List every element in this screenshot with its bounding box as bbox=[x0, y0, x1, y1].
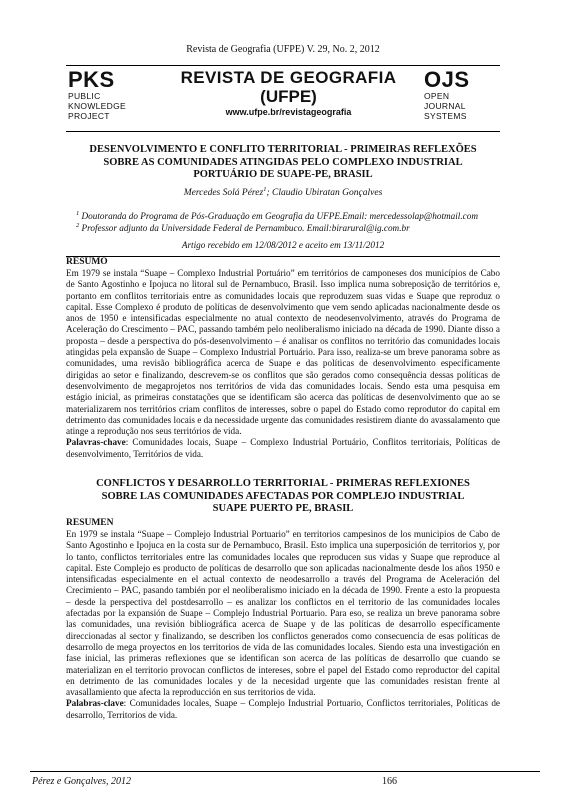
resumo-body bbox=[66, 268, 500, 460]
resumen-keywords: : Comunidades locales, Suape – Complejo Industrial Portuario, Conflictos territoriales, Políticas de desarrollo, Territorios de vida. bbox=[66, 698, 500, 720]
resumen-text: En 1979 se instala “Suape – Complejo Industrial Portuario” en territorios campesinos de los municipios de Cabo de Santo Agostinho e Ipojuca en la costa sur de Pernambuco, Brasil. Esto implica una superposición de territorios y, por lo tanto, conflictos territoriales entre las comunidades locales que reproducen sus vidas y Suape que reproduce al capital. Este Complejo es producto de políticas de desarrollo que son aplicadas nacionalmente desde los años 1950 e intensificadas especialmente en el actual contexto de neodesarrollo a través del Programa de Aceleración del Crecimiento – PAC, pasando también por el neoliberalismo iniciado en la década de 1990. Frente a esto la propuesta – desde la perspectiva del postdesarrollo – es analizar los conflictos en el territorio de las comunidades locales afectadas por la expansión de Suape – Complejo Industrial Portuario. Para eso, se realiza un breve panorama sobre las comunidades, una revisión bibliográfica acerca de Suape y de las políticas de desarrollo específicamente direccionadas al sector y finalizando, se describen los conflictos generados como consecuencia de esas políticas de desarrollo de mega proyectos en los territorios de vida de las comunidades locales. Siendo esta una investigación en fase inicial, las primeras reflexiones que se identifican son acerca de las políticas de desarrollo que cuando se materializan en el territorio provocan conflictos de intereses, sobre el papel del Estado como reproductor del capital en detrimento de las comunidades locales y de la necesidad urgente que las comunidades resistan frente al avasallamiento que afecta la reproducción en sus territorios de vida. bbox=[66, 529, 500, 698]
author-1-sup: 1 bbox=[263, 186, 267, 193]
resumen-keywords-label: Palabras-clave bbox=[66, 698, 124, 709]
title-pt-line-3: PORTUÁRIO DE SUAPE-PE, BRASIL bbox=[193, 169, 373, 180]
ojs-line-3: SYSTEMS bbox=[424, 111, 467, 121]
title-es-line-2: SOBRE LAS COMUNIDADES AFECTADAS POR COMPLEJO INDUSTRIAL bbox=[101, 490, 465, 502]
resumo-text: Em 1979 se instala “Suape – Complexo Industrial Portuário” em territórios de camponeses dos municípios de Cabo de Santo Agostinho e Ipojuca no litoral sul de Pernambuco, Brasil. Isso implica numa sobreposição de territórios e, portanto em conflitos territoriais entre as comunidades locais que reproduzem suas vidas e Suape que reproduz o capital. Esse Complexo é produto de políticas de desenvolvimento que vem sendo aplicadas nacionalmente desde os anos de 1950 e intensificadas especialmente no atual contexto de neodesenvolvimento, através do Programa de Aceleração do Crescimento – PAC, passando também pelo neoliberalismo iniciado na década de 1990. Diante disso a proposta – desde a perspectiva do pós-desenvolvimento – é analisar os conflitos no território das comunidades locais atingidas pela expansão de Suape – Complexo Industrial Portuário. Para isso, realiza-se um breve panorama sobre as comunidades, uma revisão bibliográfica acerca de Suape e das políticas de desenvolvimento especificamente dirigidas ao setor e finalizando, descrevem-se os conflitos que são gerados como consequência dessas políticas de desenvolvimento de megaprojetos nos territórios de vida das comunidades locais. Sendo esta uma pesquisa em estágio inicial, as primeiras constatações que se identificam são acerca das políticas de desenvolvimento que ao se materializarem nos territórios criam conflitos de interesses, sobre o papel do Estado como reprodutor do capital em detrimento das comunidades locais e da necessidade urgente das comunidades resistirem diante do avassalamento que atinge a reprodução nos seus territórios de vida. bbox=[66, 268, 500, 437]
masthead-top-rule bbox=[66, 65, 500, 66]
affiliation-2-sup: 2 bbox=[76, 222, 80, 229]
affiliation-1-text: Doutoranda do Programa de Pós-Graduação em Geografia da UFPE.Email: mercedessolap@hotmail.com bbox=[79, 211, 478, 222]
journal-url-link[interactable]: www.ufpe.br/revistageografia bbox=[225, 107, 352, 117]
ojs-logo-block bbox=[424, 69, 470, 121]
journal-title: REVISTA DE GEOGRAFIA bbox=[180, 68, 397, 87]
article-title-es bbox=[66, 478, 500, 516]
footer-rule bbox=[30, 771, 540, 772]
resumen-body bbox=[66, 529, 500, 721]
article-title-pt bbox=[66, 144, 500, 182]
pkp-logo: PKS bbox=[68, 67, 115, 92]
author-2: Claudio Ubiratan Gonçalves bbox=[271, 188, 383, 199]
title-es-line-1: CONFLICTOS Y DESARROLLO TERRITORIAL - PRIMERAS REFLEXIONES bbox=[96, 478, 470, 489]
author-1: Mercedes Solá Pérez bbox=[183, 188, 264, 199]
pkp-line-1: PUBLIC bbox=[68, 91, 101, 101]
journal-masthead bbox=[66, 60, 500, 132]
title-es-line-3: SUAPE PUERTO PE, BRASIL bbox=[212, 503, 354, 514]
pkp-logo-block bbox=[68, 69, 126, 121]
journal-subtitle: (UFPE) bbox=[260, 87, 317, 106]
pkp-line-3: PROJECT bbox=[68, 111, 110, 121]
received-date: Artigo recebido em 12/08/2012 e aceito em 13/11/2012 bbox=[181, 240, 385, 250]
page-number: 166 bbox=[382, 776, 397, 787]
ojs-line-2: JOURNAL bbox=[424, 101, 466, 111]
affiliation-2 bbox=[76, 220, 506, 234]
running-head: Revista de Geografia (UFPE) V. 29, No. 2, 2012 bbox=[186, 44, 380, 55]
ojs-line-1: OPEN bbox=[424, 91, 450, 101]
affiliation-1-sup: 1 bbox=[76, 210, 80, 217]
footer-author: Pérez e Gonçalves, 2012 bbox=[32, 776, 132, 787]
title-pt-line-2: SOBRE AS COMUNIDADES ATINGIDAS PELO COMPLEXO INDUSTRIAL bbox=[103, 156, 463, 168]
author-line bbox=[66, 186, 500, 198]
resumo-keywords-label: Palavras-chave bbox=[66, 437, 126, 448]
abstract-top-rule bbox=[66, 256, 500, 257]
resumen-heading: RESUMEN bbox=[66, 518, 114, 528]
affiliation-2-text: Professor adjunto da Universidade Federal de Pernambuco. Email:birarural@ig.com.br bbox=[79, 223, 410, 234]
title-pt-line-1: DESENVOLVIMENTO E CONFLITO TERRITORIAL - PRIMEIRAS REFLEXÕES bbox=[89, 144, 477, 155]
ojs-logo: OJS bbox=[424, 67, 470, 92]
resumo-heading: RESUMO bbox=[66, 257, 108, 267]
author-separator: ; bbox=[266, 188, 272, 199]
resumo-keywords: : Comunidades locais, Suape – Complexo Industrial Portuário, Conflitos territoriais, Políticas de desenvolvimento, Territórios de vida. bbox=[66, 437, 500, 459]
pkp-line-2: KNOWLEDGE bbox=[68, 101, 126, 111]
masthead-bottom-rule bbox=[66, 131, 500, 132]
journal-title-block bbox=[166, 68, 411, 119]
